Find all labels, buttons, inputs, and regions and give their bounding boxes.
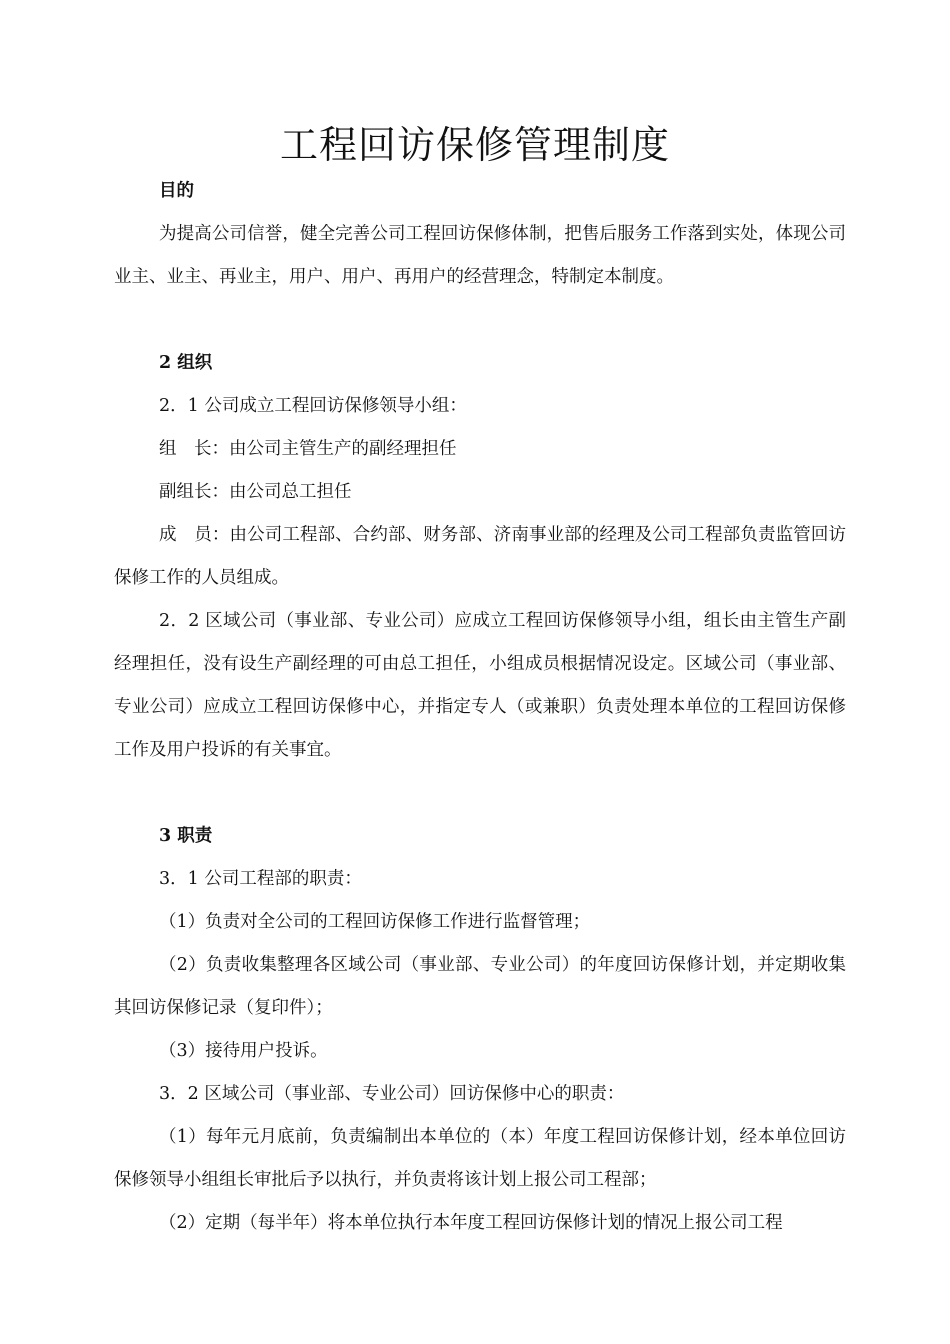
paragraph: （2）负责收集整理各区域公司（事业部、专业公司）的年度回访保修计划，并定期收集其回访保修记录（复印件）； bbox=[114, 955, 846, 1018]
section-heading-duties: 3 职责 bbox=[159, 826, 213, 846]
paragraph: 3．1 公司工程部的职责： bbox=[159, 869, 362, 889]
paragraph: 为提高公司信誉，健全完善公司工程回访保修体制，把售后服务工作落到实处，体现公司业主、业主、再业主，用户、用户、再用户的经营理念，特制定本制度。 bbox=[114, 224, 846, 287]
paragraph: 组 长：由公司主管生产的副经理担任 bbox=[159, 439, 457, 459]
paragraph: 副组长：由公司总工担任 bbox=[159, 482, 352, 502]
paragraph: 2．2 区域公司（事业部、专业公司）应成立工程回访保修领导小组，组长由主管生产副经理担任，没有设生产副经理的可由总工担任，小组成员根据情况设定。区域公司（事业部、专业公司）应成立工程回访保修中心，并指定专人（或兼职）负责处理本单位的工程回访保修工作及用户投诉的有关事宜。 bbox=[114, 611, 846, 760]
paragraph: （1）负责对全公司的工程回访保修工作进行监督管理； bbox=[159, 912, 591, 932]
paragraph: 3．2 区域公司（事业部、专业公司）回访保修中心的职责： bbox=[159, 1084, 625, 1104]
section-heading-organization: 2 组织 bbox=[159, 353, 213, 373]
document-title: 工程回访保修管理制度 bbox=[279, 123, 670, 167]
paragraph: 成 员：由公司工程部、合约部、财务部、济南事业部的经理及公司工程部负责监管回访保修工作的人员组成。 bbox=[114, 525, 846, 588]
paragraph: （3）接待用户投诉。 bbox=[159, 1041, 328, 1061]
paragraph: （1）每年元月底前，负责编制出本单位的（本）年度工程回访保修计划，经本单位回访保修领导小组组长审批后予以执行，并负责将该计划上报公司工程部； bbox=[114, 1127, 846, 1190]
section-heading-purpose: 目的 bbox=[159, 181, 194, 201]
paragraph: 2．1 公司成立工程回访保修领导小组： bbox=[159, 396, 467, 416]
paragraph: （2）定期（每半年）将本单位执行本年度工程回访保修计划的情况上报公司工程 bbox=[159, 1213, 783, 1233]
